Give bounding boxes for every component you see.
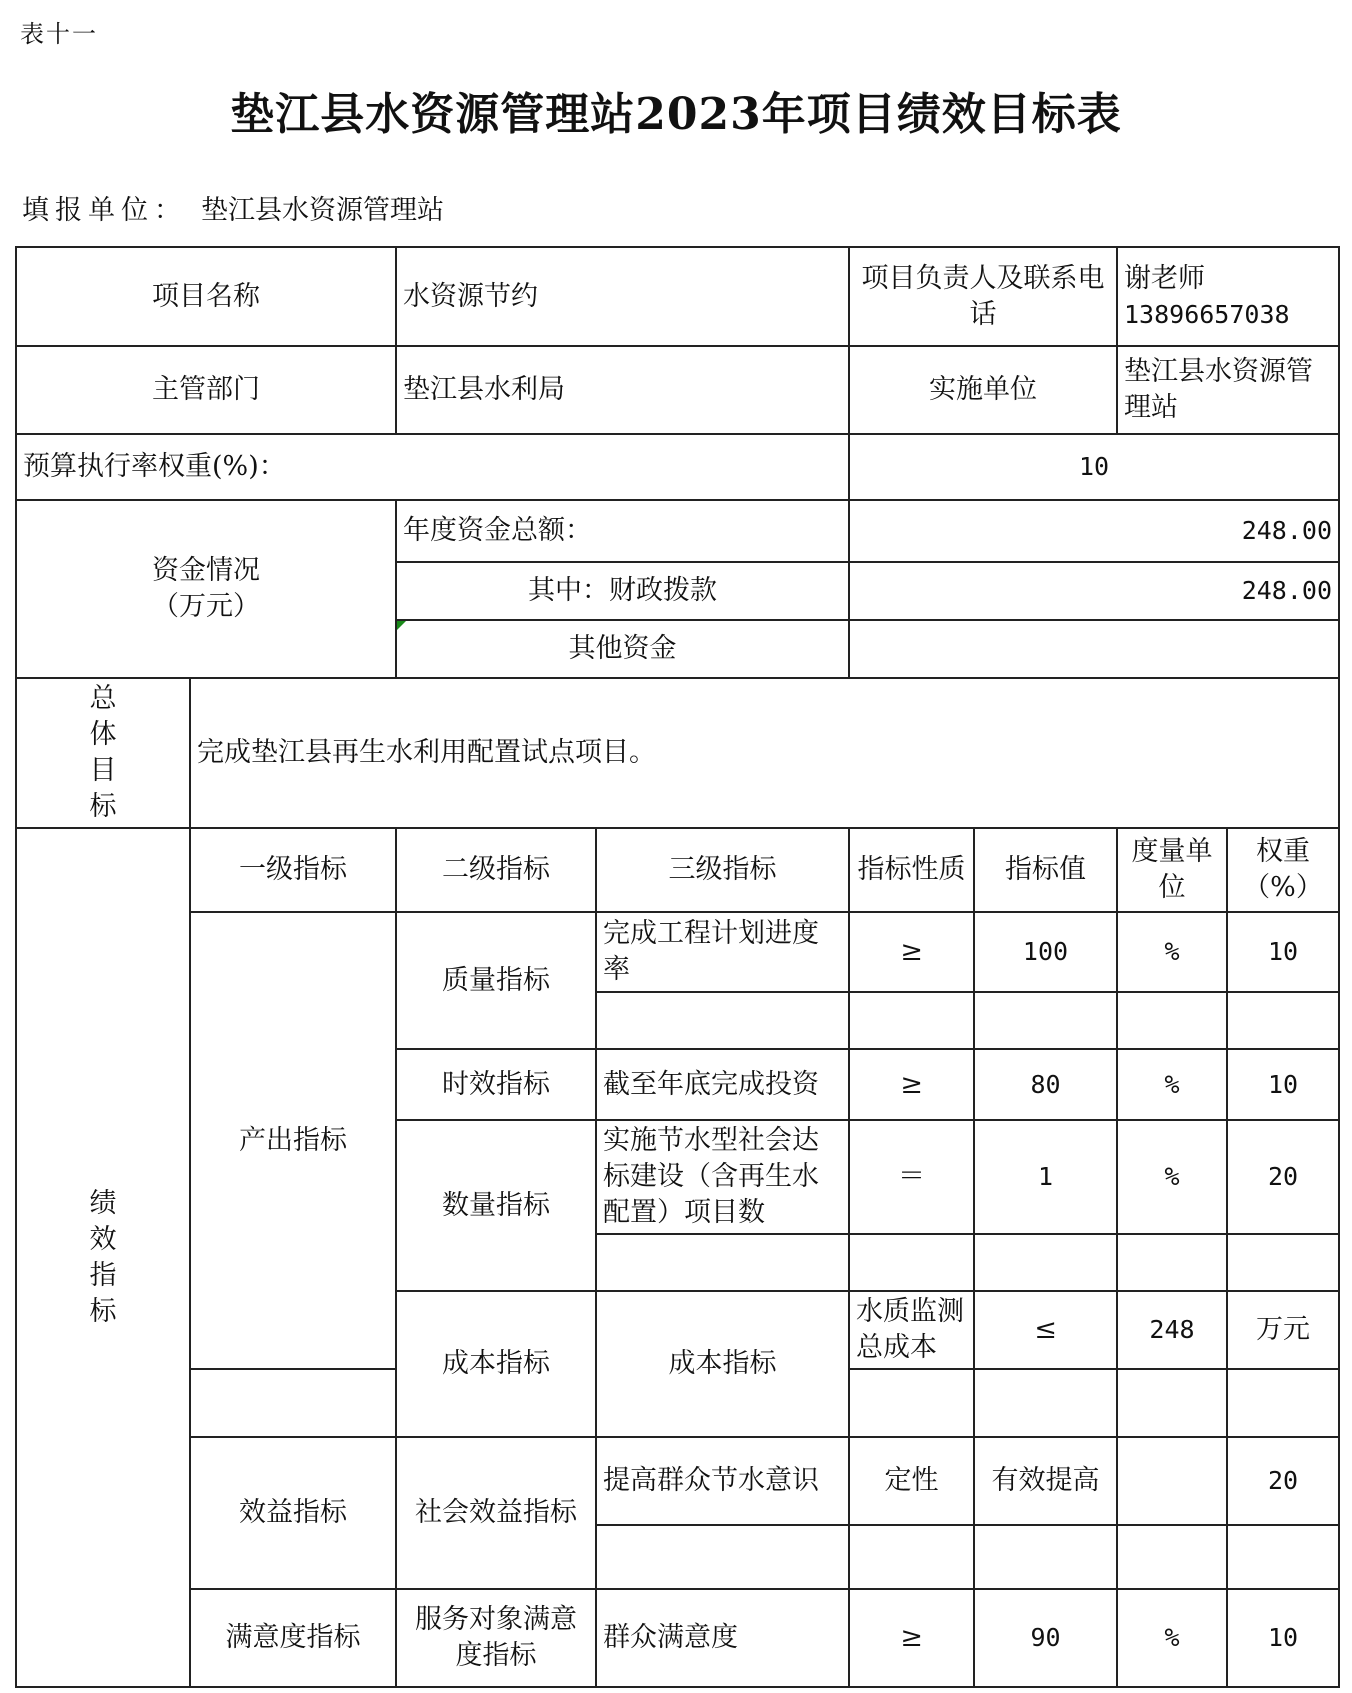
indicator-nature: ≥: [849, 1049, 974, 1120]
empty-cell: [1117, 1525, 1227, 1589]
project-contact-cell: [1117, 247, 1339, 346]
department-value: 垫江县水利局: [396, 346, 849, 434]
indicator-value: 248: [1117, 1291, 1227, 1369]
document-title: 垫江县水资源管理站2023年项目绩效目标表: [230, 89, 1122, 140]
indicator-value: 1: [974, 1120, 1117, 1234]
empty-cell: [1227, 1234, 1339, 1291]
empty-cell: [974, 1525, 1117, 1589]
cell-comment-marker: [397, 621, 406, 630]
indicator-value: 有效提高: [974, 1437, 1117, 1525]
indicator-unit: %: [1117, 1120, 1227, 1234]
indicator-nature: ≥: [849, 1589, 974, 1687]
indicator-value: 90: [974, 1589, 1117, 1687]
indicator-nature: 定性: [849, 1437, 974, 1525]
empty-cell: [1117, 992, 1227, 1049]
indicator-unit: %: [1117, 1589, 1227, 1687]
table-number-label: 表十一: [20, 20, 98, 48]
empty-cell: [1227, 992, 1339, 1049]
overall-goal-label: [16, 678, 190, 828]
empty-cell: [1227, 1525, 1339, 1589]
empty-cell: [974, 1369, 1117, 1437]
header-weight: 权重（%）: [1227, 828, 1339, 912]
empty-cell: [596, 1525, 849, 1589]
indicator-weight: 10: [1227, 1049, 1339, 1120]
indicator-unit: [1117, 1437, 1227, 1525]
funds-label-line1: 资金情况: [152, 555, 260, 586]
project-name-label: 项目名称: [16, 247, 396, 346]
implementing-unit-value: 垫江县水资源管理站: [1117, 346, 1339, 434]
empty-cell: [190, 1369, 396, 1437]
indicator-row: 完成工程计划进度率: [596, 912, 849, 992]
performance-goal-table: [15, 246, 1340, 1688]
indicator-row: 水质监测总成本: [849, 1291, 974, 1369]
indicator-weight: 10: [1227, 912, 1339, 992]
funds-other-label-text: 其他资金: [568, 633, 677, 664]
indicator-weight: 10: [1227, 1589, 1339, 1687]
level2-quantity: 数量指标: [396, 1120, 596, 1291]
reporting-unit-label: 填报单位：: [22, 195, 187, 226]
indicator-weight: 20: [1227, 1120, 1339, 1234]
header-value: 指标值: [974, 828, 1117, 912]
implementing-unit-label: 实施单位: [849, 346, 1117, 434]
header-level2: 二级指标: [396, 828, 596, 912]
indicator-unit: %: [1117, 912, 1227, 992]
project-name-value: 水资源节约: [396, 247, 849, 346]
empty-cell: [596, 1234, 849, 1291]
empty-cell: [974, 1234, 1117, 1291]
indicator-weight: 20: [1227, 1437, 1339, 1525]
project-contact-name: 谢老师: [1124, 262, 1205, 294]
indicator-row: 截至年底完成投资: [596, 1049, 849, 1120]
empty-cell: [1227, 1369, 1339, 1437]
indicator-row: 提高群众节水意识: [596, 1437, 849, 1525]
funds-total-label: 年度资金总额：: [396, 500, 849, 562]
indicator-unit: 万元: [1227, 1291, 1339, 1369]
level2-service: 服务对象满意度指标: [396, 1589, 596, 1687]
level1-output: 产出指标: [190, 912, 396, 1369]
performance-indicators-label-text: 绩效指标: [89, 1187, 117, 1327]
empty-cell: [1117, 1234, 1227, 1291]
empty-cell: [849, 1369, 974, 1437]
budget-rate-value: 10: [849, 434, 1339, 500]
empty-cell: [596, 992, 849, 1049]
budget-rate-label: 预算执行率权重(%)：: [16, 434, 849, 500]
indicator-row: 群众满意度: [596, 1589, 849, 1687]
indicator-value: 80: [974, 1049, 1117, 1120]
department-label: 主管部门: [16, 346, 396, 434]
funds-fiscal-label: 其中：财政拨款: [396, 562, 849, 620]
empty-cell: [1117, 1369, 1227, 1437]
reporting-unit-value: 垫江县水资源管理站: [201, 195, 444, 226]
level2-timeliness: 时效指标: [396, 1049, 596, 1120]
indicator-nature: ≥: [849, 912, 974, 992]
level2-quality: 质量指标: [396, 912, 596, 1049]
project-contact-phone: 13896657038: [1124, 299, 1290, 329]
header-level1: 一级指标: [190, 828, 396, 912]
empty-cell: [849, 1525, 974, 1589]
indicator-value: 100: [974, 912, 1117, 992]
indicator-row: 实施节水型社会达标建设（含再生水配置）项目数: [596, 1120, 849, 1234]
header-unit: 度量单位: [1117, 828, 1227, 912]
performance-indicators-label: [16, 828, 190, 1687]
empty-cell: [849, 1234, 974, 1291]
overall-goal-label-text: 总体目标: [89, 683, 117, 822]
header-nature: 指标性质: [849, 828, 974, 912]
project-contact-label: 项目负责人及联系电话: [849, 247, 1117, 346]
empty-cell: [974, 992, 1117, 1049]
level1-satisfaction: 满意度指标: [190, 1589, 396, 1687]
overall-goal-text: 完成垫江县再生水利用配置试点项目。: [190, 678, 1339, 828]
header-level3: 三级指标: [596, 828, 849, 912]
funds-fiscal-value: 248.00: [849, 562, 1339, 620]
level2-social: 社会效益指标: [396, 1437, 596, 1589]
indicator-nature: ≤: [974, 1291, 1117, 1369]
level1-benefit: 效益指标: [190, 1437, 396, 1589]
funds-total-value: 248.00: [849, 500, 1339, 562]
level2-cost: 成本指标: [596, 1291, 849, 1437]
empty-cell: [849, 992, 974, 1049]
funds-other-value: [849, 620, 1339, 678]
funds-label-line2: （万元）: [152, 591, 260, 622]
indicator-unit: %: [1117, 1049, 1227, 1120]
funds-other-label: [396, 620, 849, 678]
level1-cost: 成本指标: [396, 1291, 596, 1437]
indicator-nature: ＝: [849, 1120, 974, 1234]
funds-label: [16, 500, 396, 678]
reporting-unit-line: [22, 188, 444, 227]
